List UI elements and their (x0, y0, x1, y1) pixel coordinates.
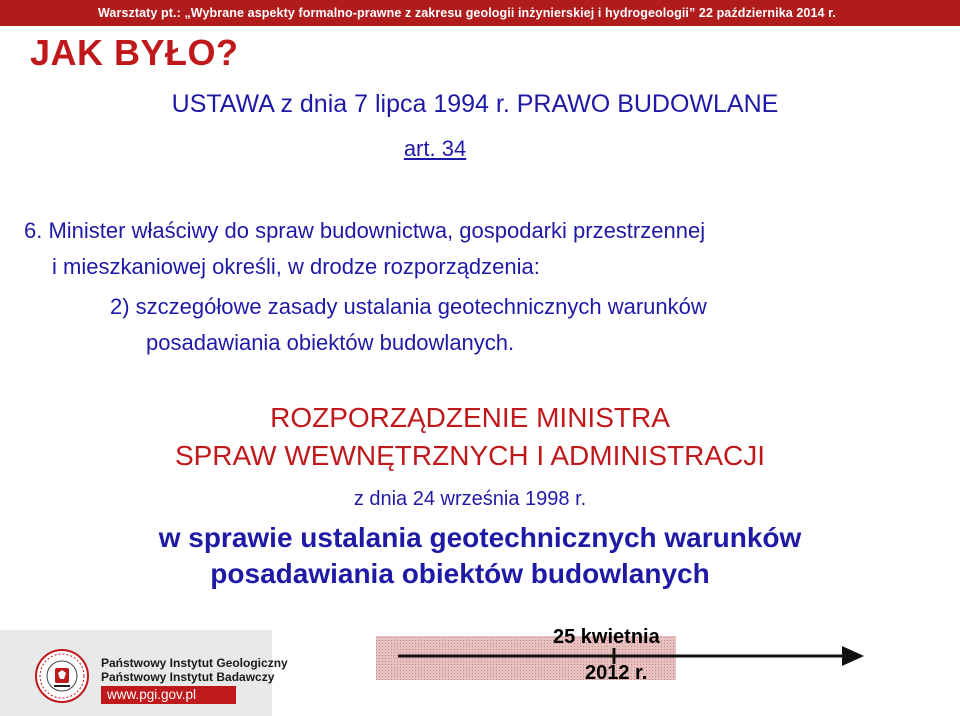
point2-line1: 2) szczegółowe zasady ustalania geotechnicznych warunków (110, 294, 707, 319)
law-title: USTAWA z dnia 7 lipca 1994 r. PRAWO BUDOWLANE (171, 90, 779, 118)
timeline-arrow-icon (842, 646, 864, 666)
timeline-date: 25 kwietnia (553, 626, 660, 648)
slide-title: JAK BYŁO? (30, 32, 239, 73)
regulation-subject-line2: posadawiania obiektów budowlanych (210, 558, 710, 589)
point6-line2: i mieszkaniowej określi, w drodze rozporządzenia: (52, 254, 540, 279)
article-reference (0, 136, 960, 162)
timeline-year: 2012 r. (585, 662, 648, 684)
point6-line1: 6. Minister właściwy do spraw budownictwa, gospodarki przestrzennej (24, 218, 706, 243)
institute-seal-icon (34, 648, 90, 704)
article-link[interactable]: art. 34 (403, 136, 467, 161)
website-link[interactable]: www.pgi.gov.pl (101, 686, 236, 704)
regulation-title-line2: SPRAW WEWNĘTRZNYCH I ADMINISTRACJI (174, 440, 766, 471)
institute-subtitle: Państwowy Instytut Badawczy (101, 670, 275, 684)
institute-name: Państwowy Instytut Geologiczny (101, 656, 288, 670)
regulation-subject-line1: w sprawie ustalania geotechnicznych warunków (158, 522, 802, 553)
regulation-title-line1: ROZPORZĄDZENIE MINISTRA (270, 402, 670, 433)
point2-line2: posadawiania obiektów budowlanych. (146, 330, 515, 355)
header-banner-text: Warsztaty pt.: „Wybrane aspekty formalno-prawne z zakresu geologii inżynierskiej i hydrogeologii” 22 października 2014 r. (98, 6, 837, 20)
regulation-date: z dnia 24 września 1998 r. (353, 488, 587, 510)
